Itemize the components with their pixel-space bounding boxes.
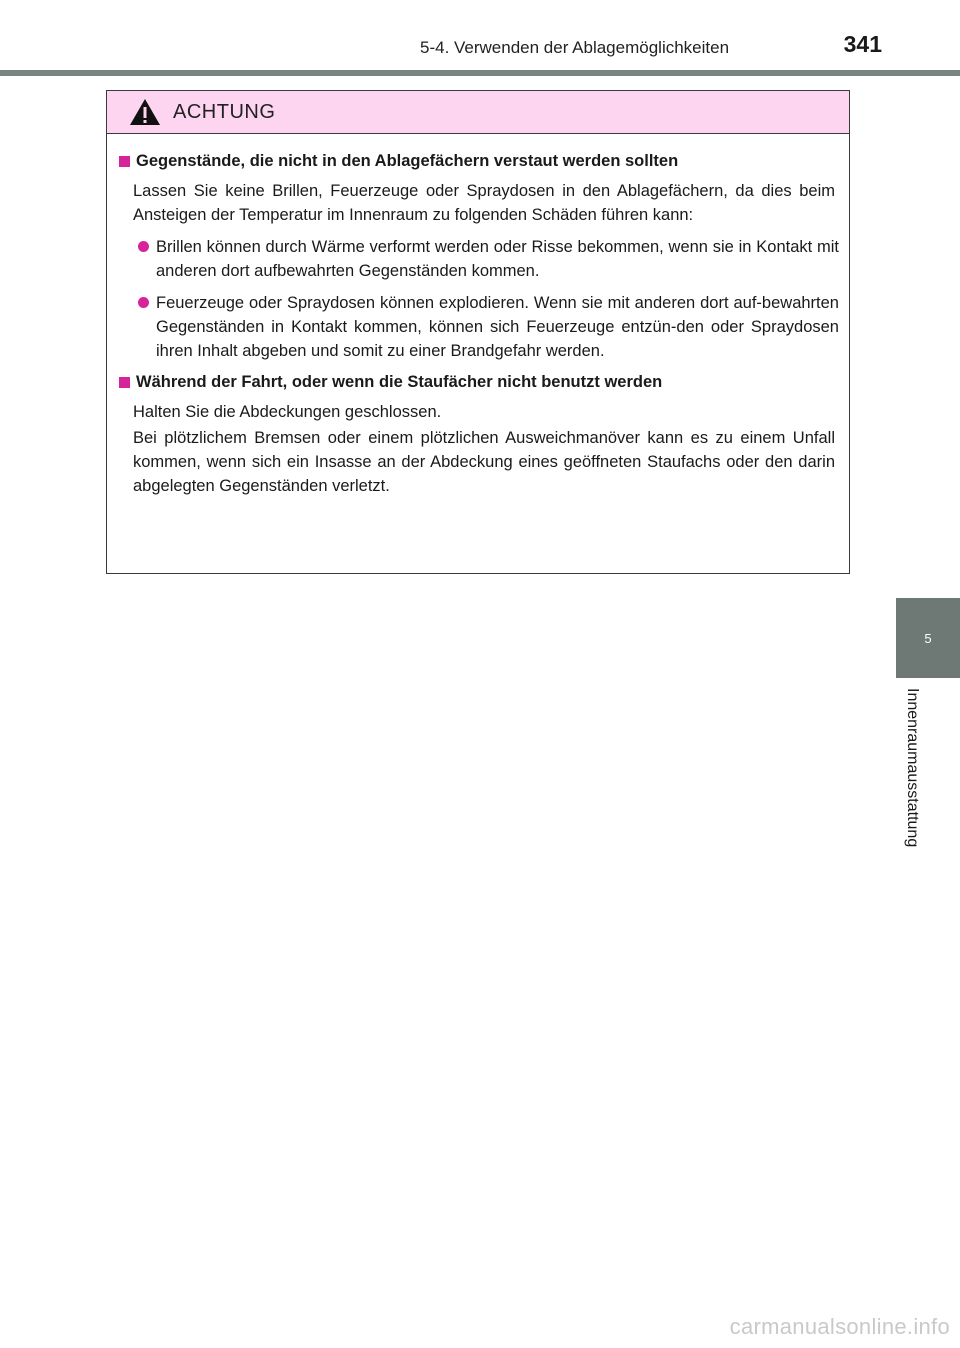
bullet-text: Feuerzeuge oder Spraydosen können explodieren. Wenn sie mit anderen dort auf-bewahrten Gegenständen in Kontakt kommen, können sich Feuerzeuge entzün-den oder Spraydosen ihren Inhalt abgeben und somit zu einer Brandgefahr werden. (156, 294, 839, 360)
page-number: 341 (843, 31, 882, 57)
watermark: carmanualsonline.info (729, 1314, 950, 1339)
section-heading (119, 373, 839, 392)
bullet-item (133, 291, 839, 363)
section-heading (119, 152, 839, 171)
bullet-item (133, 235, 839, 283)
section-paragraph: Bei plötzlichem Bremsen oder einem plötzlichen Ausweichmanöver kann es zu einem Unfall kommen, wenn sich ein Insasse an der Abdeckung eines geöffneten Staufachs oder den darin abgelegten Gegenständen verletzt. (133, 429, 835, 495)
section-heading-text: Während der Fahrt, oder wenn die Staufächer nicht benutzt werden (136, 373, 663, 391)
header-rule (0, 70, 960, 76)
circle-bullet-icon (138, 297, 149, 308)
caution-box (106, 90, 850, 574)
warning-triangle-icon (129, 98, 161, 126)
chapter-number: 5 (924, 630, 932, 646)
caution-body (107, 134, 849, 498)
bullet-text: Brillen können durch Wärme verformt werden oder Risse bekommen, wenn sie in Kontakt mit anderen dort aufbewahrten Gegenständen kommen. (156, 238, 839, 280)
circle-bullet-icon (138, 241, 149, 252)
caution-header (107, 91, 849, 134)
chapter-tab (896, 598, 960, 678)
section-paragraph: Halten Sie die Abdeckungen geschlossen. (133, 403, 442, 421)
square-bullet-icon (119, 156, 130, 167)
running-header-title: 5-4. Verwenden der Ablagemöglichkeiten (420, 38, 730, 57)
chapter-label: Innenraumausstattung (904, 688, 921, 848)
section-heading-text: Gegenstände, die nicht in den Ablagefächern verstaut werden sollten (136, 152, 679, 170)
section-intro: Lassen Sie keine Brillen, Feuerzeuge oder Spraydosen in den Ablagefächern, da dies beim Ansteigen der Temperatur im Innenraum zu folgenden Schäden führen kann: (133, 182, 835, 224)
square-bullet-icon (119, 377, 130, 388)
caution-title: ACHTUNG (173, 100, 276, 123)
